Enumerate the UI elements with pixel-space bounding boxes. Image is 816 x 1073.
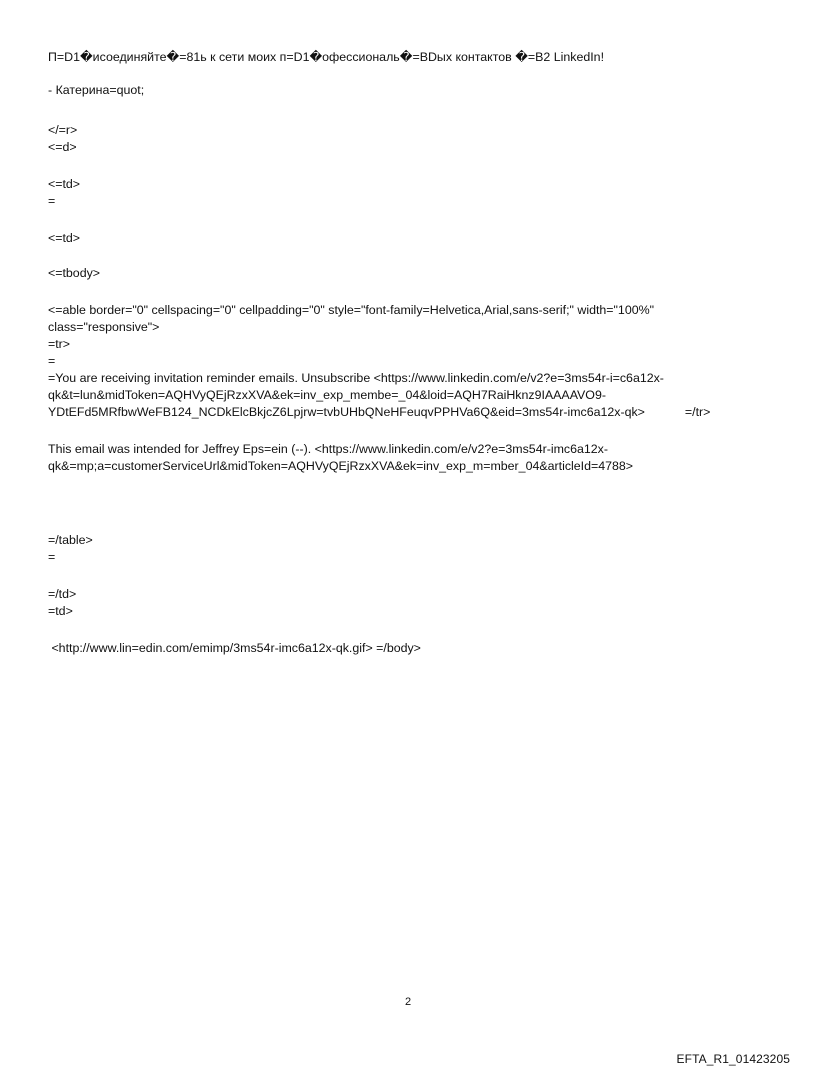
table-tag-line: class="responsive"> xyxy=(48,320,160,334)
table-tag-line: <=able border="0" cellspacing="0" cellpadding="0" style="font-family=Helvetica,Arial,sans-serif;" width="100%" xyxy=(48,303,655,317)
tr-close-tag: =/tr> xyxy=(684,405,711,419)
code-fragment-line: = xyxy=(48,550,56,564)
code-fragment-line: =/table> xyxy=(48,533,93,547)
intended-recipient-line: This email was intended for Jeffrey Eps=ein (--). <https://www.linkedin.com/e/v2?e=3ms54r-imc6a12x- xyxy=(48,442,608,456)
signature-line: - Катерина=quot; xyxy=(48,83,145,97)
invite-russian-line: П=D1�исоединяйте�=81ь к сети моих п=D1�офессиональ�=BDых контактов �=B2 LinkedIn! xyxy=(48,50,605,64)
code-fragment-line: <=td> xyxy=(48,231,81,245)
customer-service-url-line: qk&=mp;a=customerServiceUrl&midToken=AQHVyQEjRzxXVA&ek=inv_exp_m=mber_04&articleId=4788> xyxy=(48,459,634,473)
code-fragment-line: = xyxy=(48,354,56,368)
unsubscribe-url-tail: YDtEFd5MRfbwWeFB124_NCDkElcBkjcZ6Lpjrw=tvbUHbQNeHFeuqvPPHVa6Q&eid=3ms54r-imc6a12x-qk> xyxy=(48,405,645,419)
unsubscribe-url-line xyxy=(48,404,768,421)
code-fragment-line: <=d> xyxy=(48,140,77,154)
bates-number: EFTA_R1_01423205 xyxy=(676,1052,790,1066)
code-fragment-line: =tr> xyxy=(48,337,71,351)
code-fragment-line: =/td> xyxy=(48,587,77,601)
unsubscribe-line: =You are receiving invitation reminder emails. Unsubscribe <https://www.linkedin.com/e/v2?e=3ms54r-i=c6a12x- xyxy=(48,371,664,385)
unsubscribe-url-line: qk&t=lun&midToken=AQHVyQEjRzxXVA&ek=inv_exp_membe=_04&loid=AQH7RaiHknz9IAAAAVO9- xyxy=(48,388,606,402)
code-fragment-line: <=td> xyxy=(48,177,81,191)
code-fragment-line: = xyxy=(48,194,56,208)
tracking-pixel-line: <http://www.lin=edin.com/emimp/3ms54r-imc6a12x-qk.gif> =/body> xyxy=(48,641,421,655)
code-fragment-line: </=r> xyxy=(48,123,78,137)
page-number: 2 xyxy=(404,996,412,1008)
code-fragment-line: <=tbody> xyxy=(48,266,101,280)
code-fragment-line: =td> xyxy=(48,604,73,618)
